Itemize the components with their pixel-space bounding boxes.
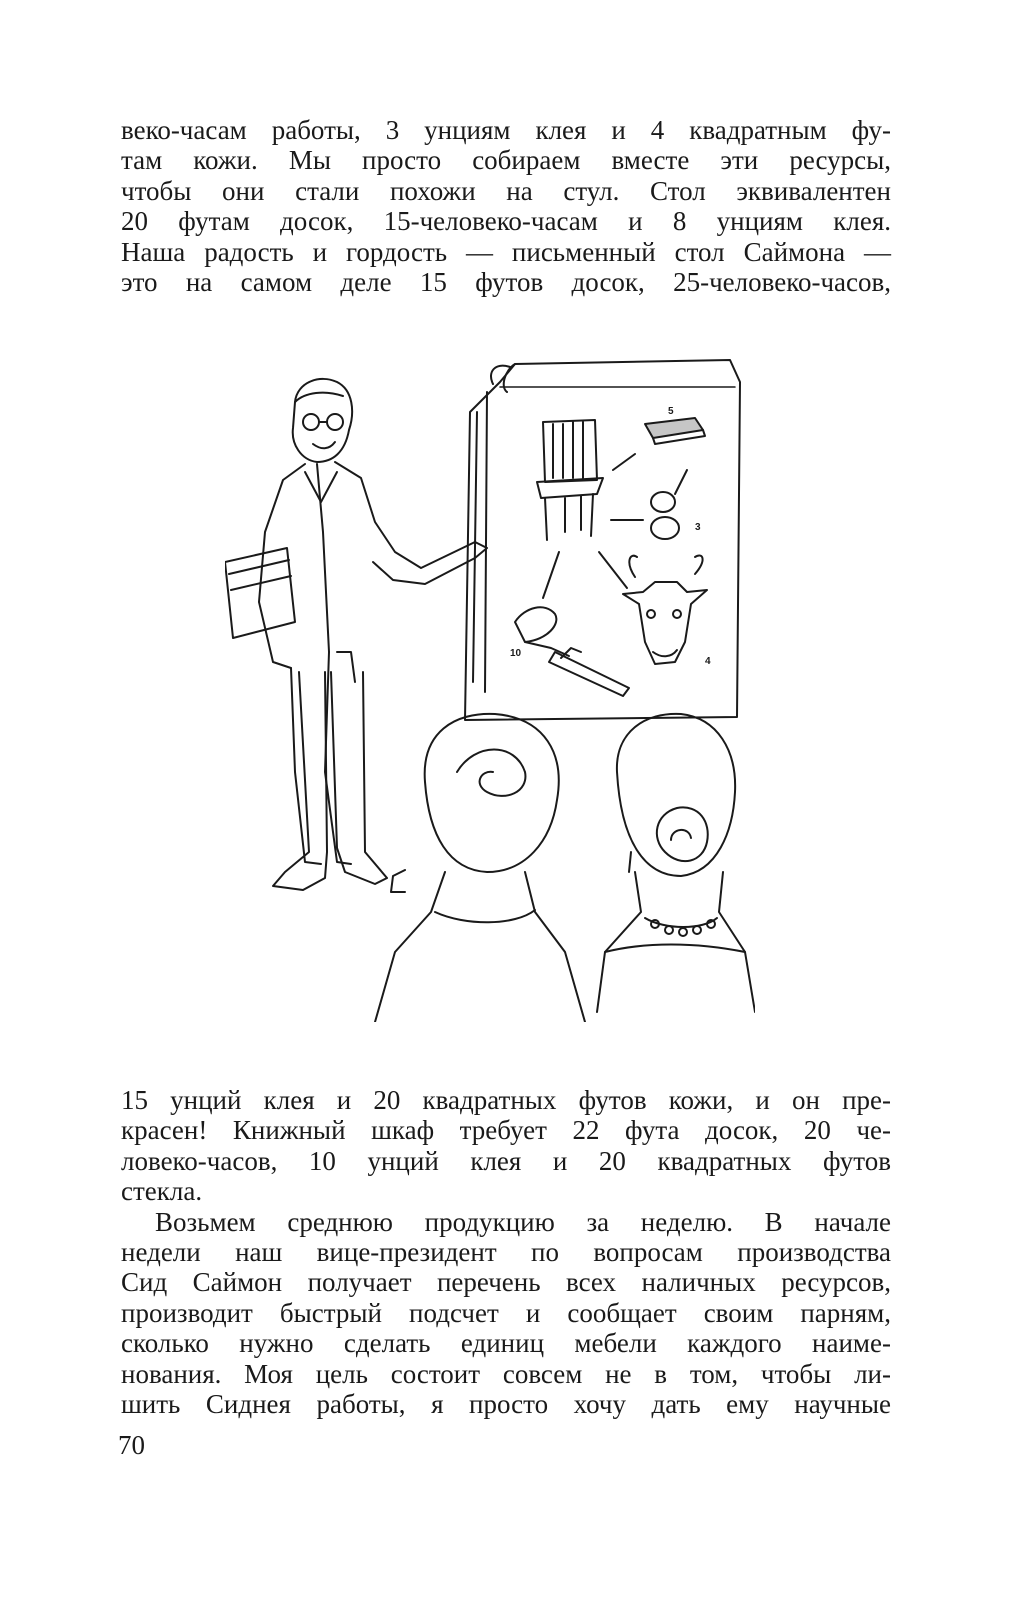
flip-chart xyxy=(465,360,740,720)
text-line: нования. Моя цель состоит совсем не в том, чтобы ли- xyxy=(121,1358,891,1389)
top-paragraph xyxy=(121,115,891,297)
page-number: 70 xyxy=(118,1430,145,1460)
text-line: недели наш вице-президент по вопросам производства xyxy=(121,1236,891,1267)
text-line: это на самом деле 15 футов досок, 25-человеко-часов, xyxy=(121,266,891,297)
text-line: стекла. xyxy=(121,1176,203,1207)
saw-and-logs-drawing xyxy=(515,607,629,696)
chair-drawing xyxy=(537,420,603,540)
text-line: шить Сиднея работы, я просто хочу дать ему научные xyxy=(121,1388,891,1419)
cow-head-drawing xyxy=(623,556,707,664)
text-line: там кожи. Мы просто собираем вместе эти ресурсы, xyxy=(121,145,891,176)
text-line: Наша радость и гордость — письменный стол Саймона — xyxy=(121,236,891,267)
board-stack-drawing xyxy=(645,418,705,444)
text-line: Возьмем среднюю продукцию за неделю. В начале xyxy=(155,1206,891,1237)
label-ten: 10 xyxy=(510,648,522,659)
text-line: ловеко-часов, 10 унций клея и 20 квадратных футов xyxy=(121,1145,891,1176)
text-line: сколько нужно сделать единиц мебели каждого наиме- xyxy=(121,1328,891,1359)
audience-man-head xyxy=(375,714,585,1022)
label-five: 5 xyxy=(668,406,674,417)
text-line: красен! Книжный шкаф требует 22 фута досок, 20 че- xyxy=(121,1115,891,1146)
text-line: веко-часам работы, 3 унциям клея и 4 квадратным фу- xyxy=(121,115,891,145)
label-three: 3 xyxy=(695,522,701,533)
presenter-illustration xyxy=(225,352,755,1022)
audience-woman-head xyxy=(597,714,755,1012)
text-line: 15 унций клея и 20 квадратных футов кожи, и он пре- xyxy=(121,1085,891,1115)
label-four: 4 xyxy=(705,656,711,667)
text-line: производит быстрый подсчет и сообщает своим парням, xyxy=(121,1297,891,1328)
glue-pot-drawing xyxy=(651,470,687,539)
text-line: 20 футам досок, 15-человеко-часам и 8 унциям клея. xyxy=(121,206,891,237)
text-line: чтобы они стали похожи на стул. Стол эквивалентен xyxy=(121,175,891,206)
presenter-figure xyxy=(225,379,487,890)
bottom-paragraph xyxy=(121,1085,891,1419)
text-line: Сид Саймон получает перечень всех наличных ресурсов, xyxy=(121,1267,891,1298)
